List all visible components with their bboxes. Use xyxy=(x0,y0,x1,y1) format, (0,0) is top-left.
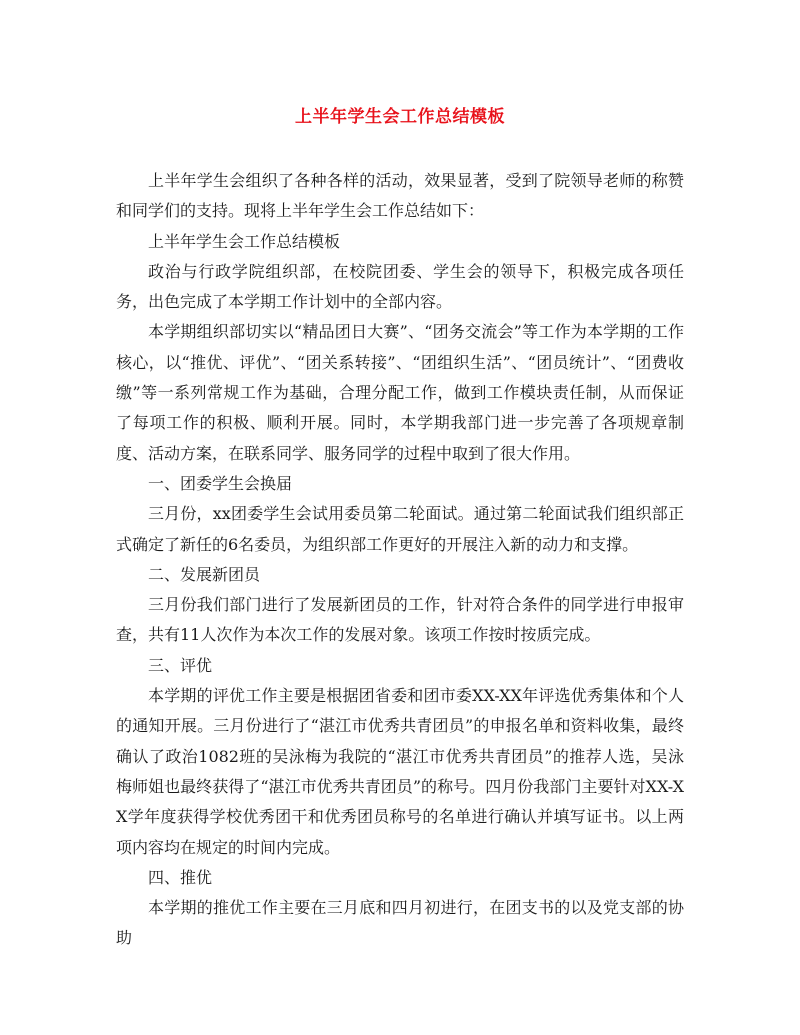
paragraph-core-work: 本学期组织部切实以“精品团日大赛”、“团务交流会”等工作为本学期的工作核心，以“推优、评优”、“团关系转接”、“团组织生活”、“团员统计”、“团费收缴”等一系列常规工作为基础，合理分配工作，做到工作模块责任制，从而保证了每项工作的积极、顺利开展。同时，本学期我部门进一步完善了各项规章制度、活动方案，在联系同学、服务同学的过程中取到了很大作用。 xyxy=(116,322,684,463)
section-heading-4: 四、推优 xyxy=(148,867,213,887)
paragraph-overview: 政治与行政学院组织部，在校院团委、学生会的领导下，积极完成各项任务，出色完成了本学期工作计划中的全部内容。 xyxy=(116,261,684,312)
section-heading-2: 二、发展新团员 xyxy=(148,564,261,584)
paragraph-section-3: 本学期的评优工作主要是根据团省委和团市委XX-XX年评选优秀集体和个人的通知开展。三月份进行了“湛江市优秀共青团员”的申报名单和资料收集，最终确认了政治1082班的吴泳梅为我院的“湛江市优秀共青团员”的推荐人选，吴泳梅师姐也最终获得了“湛江市优秀共青团员”的称号。四月份我部门主要针对XX-XX学年度获得学校优秀团干和优秀团员称号的名单进行确认并填写证书。以上两项内容均在规定的时间内完成。 xyxy=(116,686,684,857)
document-body xyxy=(116,166,684,954)
paragraph-subtitle: 上半年学生会工作总结模板 xyxy=(148,231,341,251)
paragraph-section-1: 三月份，xx团委学生会试用委员第二轮面试。通过第二轮面试我们组织部正式确定了新任的6名委员，为组织部工作更好的开展注入新的动力和支撑。 xyxy=(116,504,684,554)
paragraph-section-2: 三月份我们部门进行了发展新团员的工作，针对符合条件的同学进行申报审查，共有11人次作为本次工作的发展对象。该项工作按时按质完成。 xyxy=(116,595,684,645)
paragraph-intro: 上半年学生会组织了各种各样的活动，效果显著，受到了院领导老师的称赞和同学们的支持。现将上半年学生会工作总结如下： xyxy=(116,171,684,221)
document-title: 上半年学生会工作总结模板 xyxy=(295,107,505,127)
paragraph-section-4: 本学期的推优工作主要在三月底和四月初进行，在团支书的以及党支部的协助 xyxy=(116,898,684,948)
section-heading-3: 三、评优 xyxy=(148,655,213,675)
section-heading-1: 一、团委学生会换届 xyxy=(148,473,293,493)
